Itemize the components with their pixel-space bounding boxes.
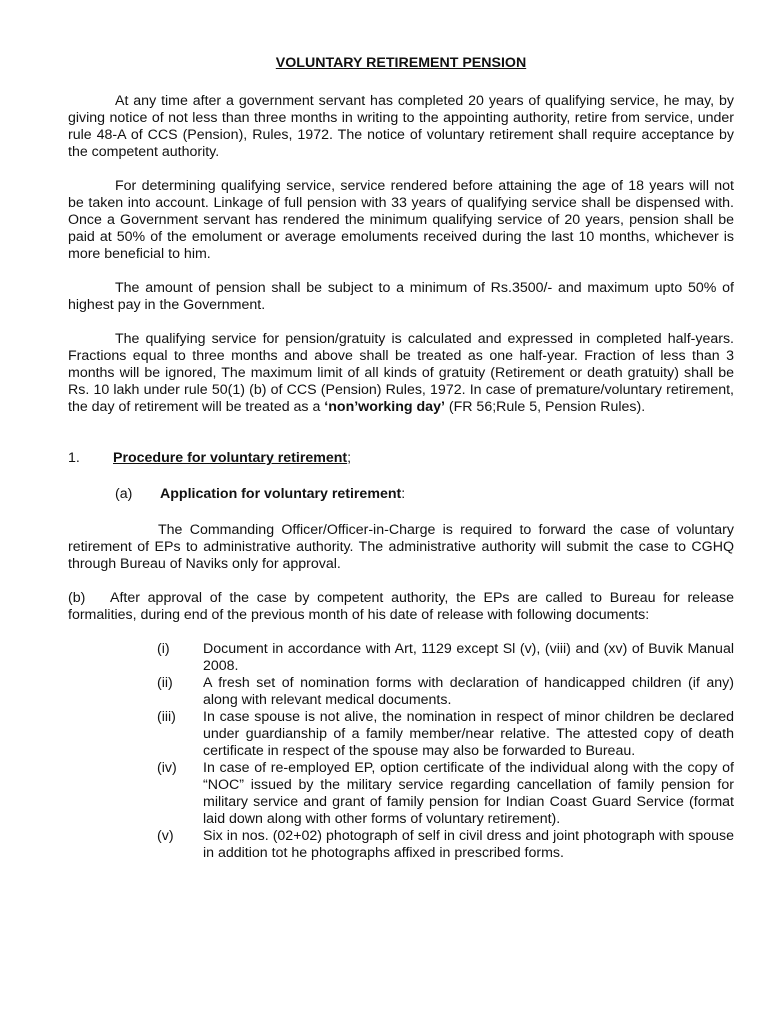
section-1-suffix: ; bbox=[347, 450, 352, 466]
list-item-number: (iii) bbox=[157, 709, 176, 725]
list-item-text: Document in accordance with Art, 1129 except Sl (v), (viii) and (xv) of Buvik Manual 2008. bbox=[203, 641, 734, 674]
documents-list bbox=[157, 641, 734, 862]
list-item-text: In case of re-employed EP, option certificate of the individual along with the copy of “NOC” issued by the military service regarding cancellation of family pension for military service and grant of family pension for Indian Coast Guard Service (format laid down along with other forms of voluntary retirement). bbox=[203, 760, 734, 827]
list-item-text: In case spouse is not alive, the nomination in respect of minor children be declared under guardianship of a family member/near relative. The attested copy of death certificate in respect of the spouse may also be forwarded to Bureau. bbox=[203, 709, 734, 759]
paragraph-4-bold: ‘non’working day’ bbox=[324, 399, 445, 415]
subsection-a-suffix: : bbox=[401, 486, 406, 502]
list-item-number: (i) bbox=[157, 641, 170, 657]
list-item-text: A fresh set of nomination forms with declaration of handicapped children (if any) along with relevant medical documents. bbox=[203, 675, 734, 708]
list-item bbox=[157, 675, 734, 709]
page-title: VOLUNTARY RETIREMENT PENSION bbox=[275, 55, 527, 71]
list-item bbox=[157, 760, 734, 828]
subsection-b-text: After approval of the case by competent authority, the EPs are called to Bureau for release formalities, during end of the previous month of his date of release with following documents: bbox=[68, 590, 734, 623]
paragraph-2: For determining qualifying service, service rendered before attaining the age of 18 years will not be taken into account. Linkage of full pension with 33 years of qualifying service shall be dispensed with. Once a Government servant has rendered the minimum qualifying service of 20 years, pension shall be paid at 50% of the emolument or average emoluments received during the last 10 months, whichever is more beneficial to him. bbox=[68, 178, 734, 262]
section-1-number: 1. bbox=[68, 450, 80, 466]
list-item bbox=[157, 709, 734, 760]
paragraph-3: The amount of pension shall be subject to a minimum of Rs.3500/- and maximum upto 50% of highest pay in the Government. bbox=[68, 280, 734, 313]
paragraph-4-text: The qualifying service for pension/gratuity is calculated and expressed in completed half-years. Fractions equal to three months and above shall be treated as one half-year. Fraction of less than 3 months will be ignored, The maximum limit of all kinds of gratuity (Retirement or death gratuity) shall be Rs. 10 lakh under rule 50(1) (b) of CCS (Pension) Rules, 1972. In case of premature/voluntary retirement, the day of retirement will be treated as a bbox=[68, 331, 734, 415]
paragraph-b bbox=[68, 590, 734, 624]
list-item bbox=[157, 641, 734, 675]
list-item-number: (iv) bbox=[157, 760, 177, 776]
list-item-number: (ii) bbox=[157, 675, 173, 691]
subsection-a-heading bbox=[115, 486, 734, 503]
paragraph-a: The Commanding Officer/Officer-in-Charge is required to forward the case of voluntary retirement of EPs to administrative authority. The administrative authority will submit the case to CGHQ through Bureau of Naviks only for approval. bbox=[68, 522, 734, 572]
list-item-text: Six in nos. (02+02) photograph of self in civil dress and joint photograph with spouse in addition tot he photographs affixed in prescribed forms. bbox=[203, 828, 734, 861]
section-1-title: Procedure for voluntary retirement bbox=[113, 450, 348, 466]
paragraph-1: At any time after a government servant has completed 20 years of qualifying service, he may, by giving notice of not less than three months in writing to the appointing authority, retire from service, under rule 48-A of CCS (Pension), Rules, 1972. The notice of voluntary retirement shall require acceptance by the competent authority. bbox=[68, 93, 734, 160]
paragraph-4 bbox=[68, 331, 734, 416]
list-item bbox=[157, 828, 734, 862]
subsection-a-number: (a) bbox=[115, 486, 133, 502]
subsection-b-number: (b) bbox=[68, 590, 86, 606]
section-1-heading bbox=[68, 450, 734, 467]
list-item-number: (v) bbox=[157, 828, 174, 844]
subsection-a-title: Application for voluntary retirement bbox=[160, 486, 402, 502]
paragraph-4-tail: (FR 56;Rule 5, Pension Rules). bbox=[444, 399, 646, 415]
